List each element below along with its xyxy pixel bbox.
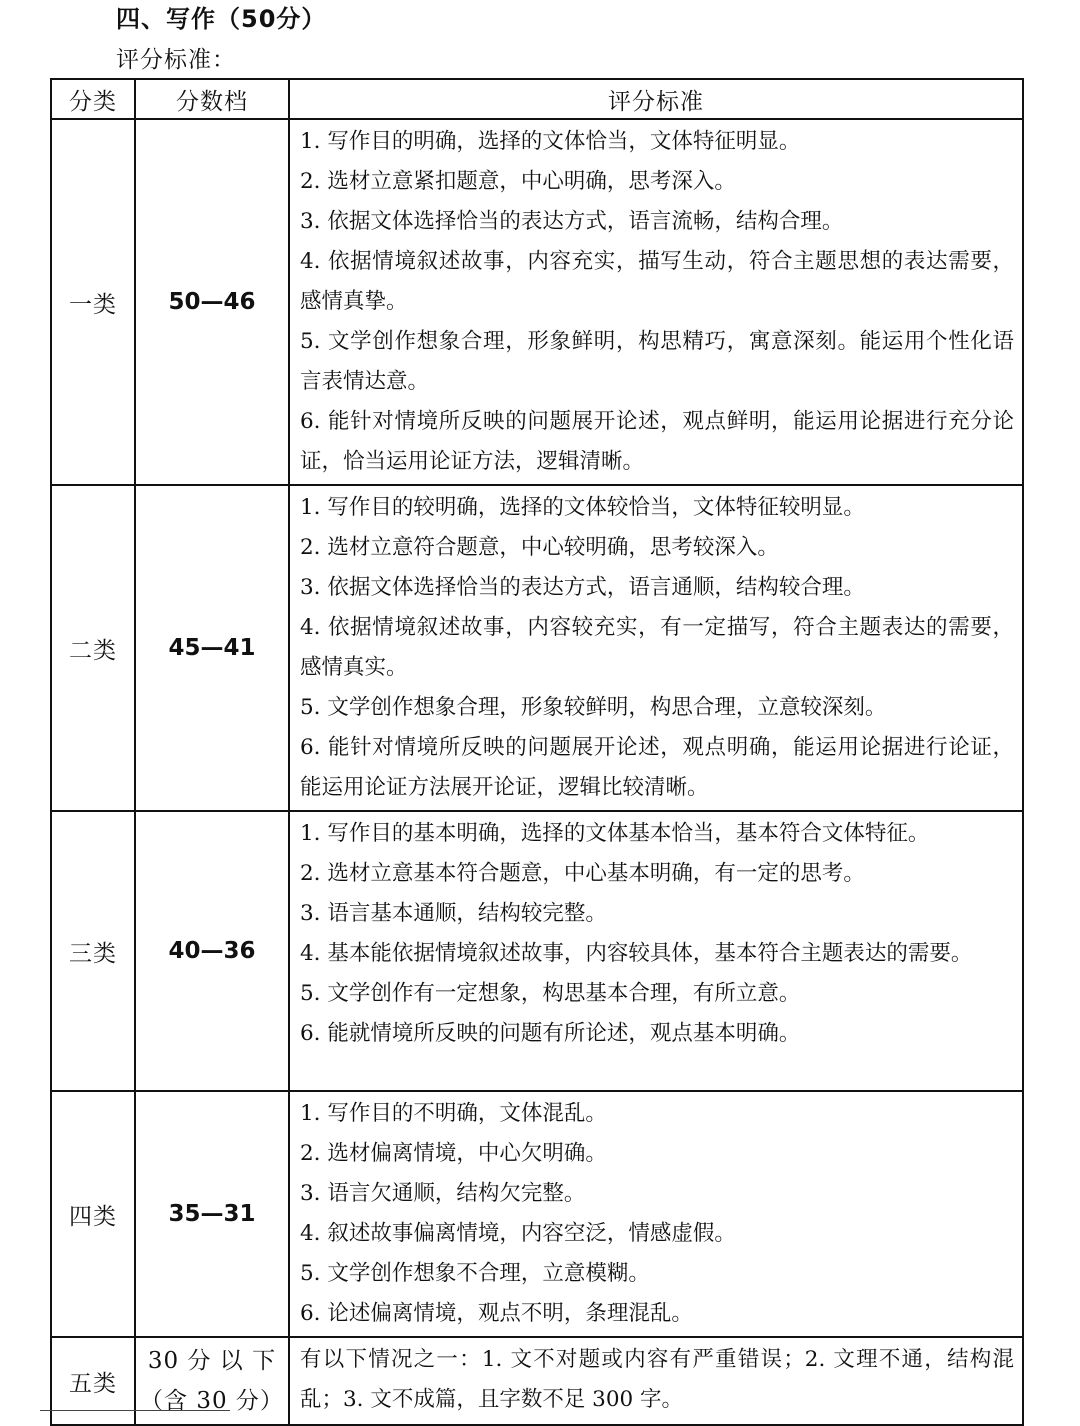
table-row [51, 1091, 1023, 1337]
criteria-item: 1. 写作目的较明确，选择的文体较恰当，文体特征较明显。 [300, 495, 865, 520]
criteria-item: 1. 写作目的不明确，文体混乱。 [300, 1101, 607, 1126]
criteria-item: 2. 选材立意紧扣题意，中心明确，思考深入。 [300, 169, 736, 194]
criteria-item: 2. 选材立意基本符合题意，中心基本明确，有一定的思考。 [300, 861, 865, 886]
criteria-item: 3. 依据文体选择恰当的表达方式，语言流畅，结构合理。 [300, 209, 844, 234]
category-cell: 五类 [51, 1337, 135, 1425]
criteria-cell [289, 485, 1023, 811]
criteria-cell [289, 811, 1023, 1091]
criteria-item: 4. 依据情境叙述故事，内容较充实，有一定描写，符合主题表达的需要，感情真实。 [300, 615, 1014, 680]
criteria-item: 6. 能就情境所反映的问题有所论述，观点基本明确。 [300, 1021, 801, 1046]
criteria-item: 4. 依据情境叙述故事，内容充实，描写生动，符合主题思想的表达需要，感情真挚。 [300, 249, 1014, 314]
criteria-item: 5. 文学创作想象合理，形象较鲜明，构思合理，立意较深刻。 [300, 695, 887, 720]
scoring-rubric-table [50, 78, 1024, 1426]
section-title: 四、写作（50分） [116, 5, 327, 33]
header-category: 分类 [51, 79, 135, 119]
table-row [51, 811, 1023, 1091]
score-range-cell: 45—41 [135, 485, 289, 811]
table-row [51, 485, 1023, 811]
score-range-line: 30 分 以 下 [147, 1348, 277, 1374]
criteria-item: 3. 语言欠通顺，结构欠完整。 [300, 1181, 586, 1206]
score-range-line: （含 30 分） [140, 1388, 284, 1414]
criteria-item: 4. 叙述故事偏离情境，内容空泛，情感虚假。 [300, 1221, 736, 1246]
criteria-item: 5. 文学创作想象不合理，立意模糊。 [300, 1261, 650, 1286]
header-score-range: 分数档 [135, 79, 289, 119]
criteria-item: 2. 选材立意符合题意，中心较明确，思考较深入。 [300, 535, 779, 560]
criteria-item: 6. 能针对情境所反映的问题展开论述，观点鲜明，能运用论据进行充分论证，恰当运用论证方法，逻辑清晰。 [300, 409, 1014, 474]
criteria-item: 6. 论述偏离情境，观点不明，条理混乱。 [300, 1301, 693, 1326]
criteria-item: 1. 写作目的明确，选择的文体恰当，文体特征明显。 [300, 129, 801, 154]
criteria-item: 5. 文学创作有一定想象，构思基本合理，有所立意。 [300, 981, 801, 1006]
criteria-item: 6. 能针对情境所反映的问题展开论述，观点明确，能运用论据进行论证，能运用论证方法展开论证，逻辑比较清晰。 [300, 735, 1014, 800]
category-cell: 二类 [51, 485, 135, 811]
criteria-item: 1. 写作目的基本明确，选择的文体基本恰当，基本符合文体特征。 [300, 821, 930, 846]
criteria-cell [289, 1091, 1023, 1337]
criteria-item: 2. 选材偏离情境，中心欠明确。 [300, 1141, 607, 1166]
category-cell: 三类 [51, 811, 135, 1091]
criteria-item: 4. 基本能依据情境叙述故事，内容较具体，基本符合主题表达的需要。 [300, 941, 973, 966]
score-range-cell: 40—36 [135, 811, 289, 1091]
criteria-cell [289, 119, 1023, 485]
score-range-cell: 35—31 [135, 1091, 289, 1337]
category-cell: 四类 [51, 1091, 135, 1337]
criteria-cell [289, 1337, 1023, 1425]
table-header-row [51, 79, 1023, 119]
header-criteria: 评分标准 [289, 79, 1023, 119]
criteria-item: 3. 依据文体选择恰当的表达方式，语言通顺，结构较合理。 [300, 575, 865, 600]
section-subtitle: 评分标准： [116, 47, 236, 73]
criteria-item: 有以下情况之一：1. 文不对题或内容有严重错误；2. 文理不通，结构混乱；3. 文不成篇，且字数不足 300 字。 [300, 1347, 1014, 1412]
criteria-item: 3. 语言基本通顺，结构较完整。 [300, 901, 607, 926]
category-cell: 一类 [51, 119, 135, 485]
score-range-cell: 50—46 [135, 119, 289, 485]
criteria-item: 5. 文学创作想象合理，形象鲜明，构思精巧，寓意深刻。能运用个性化语言表情达意。 [300, 329, 1014, 394]
table-row [51, 119, 1023, 485]
